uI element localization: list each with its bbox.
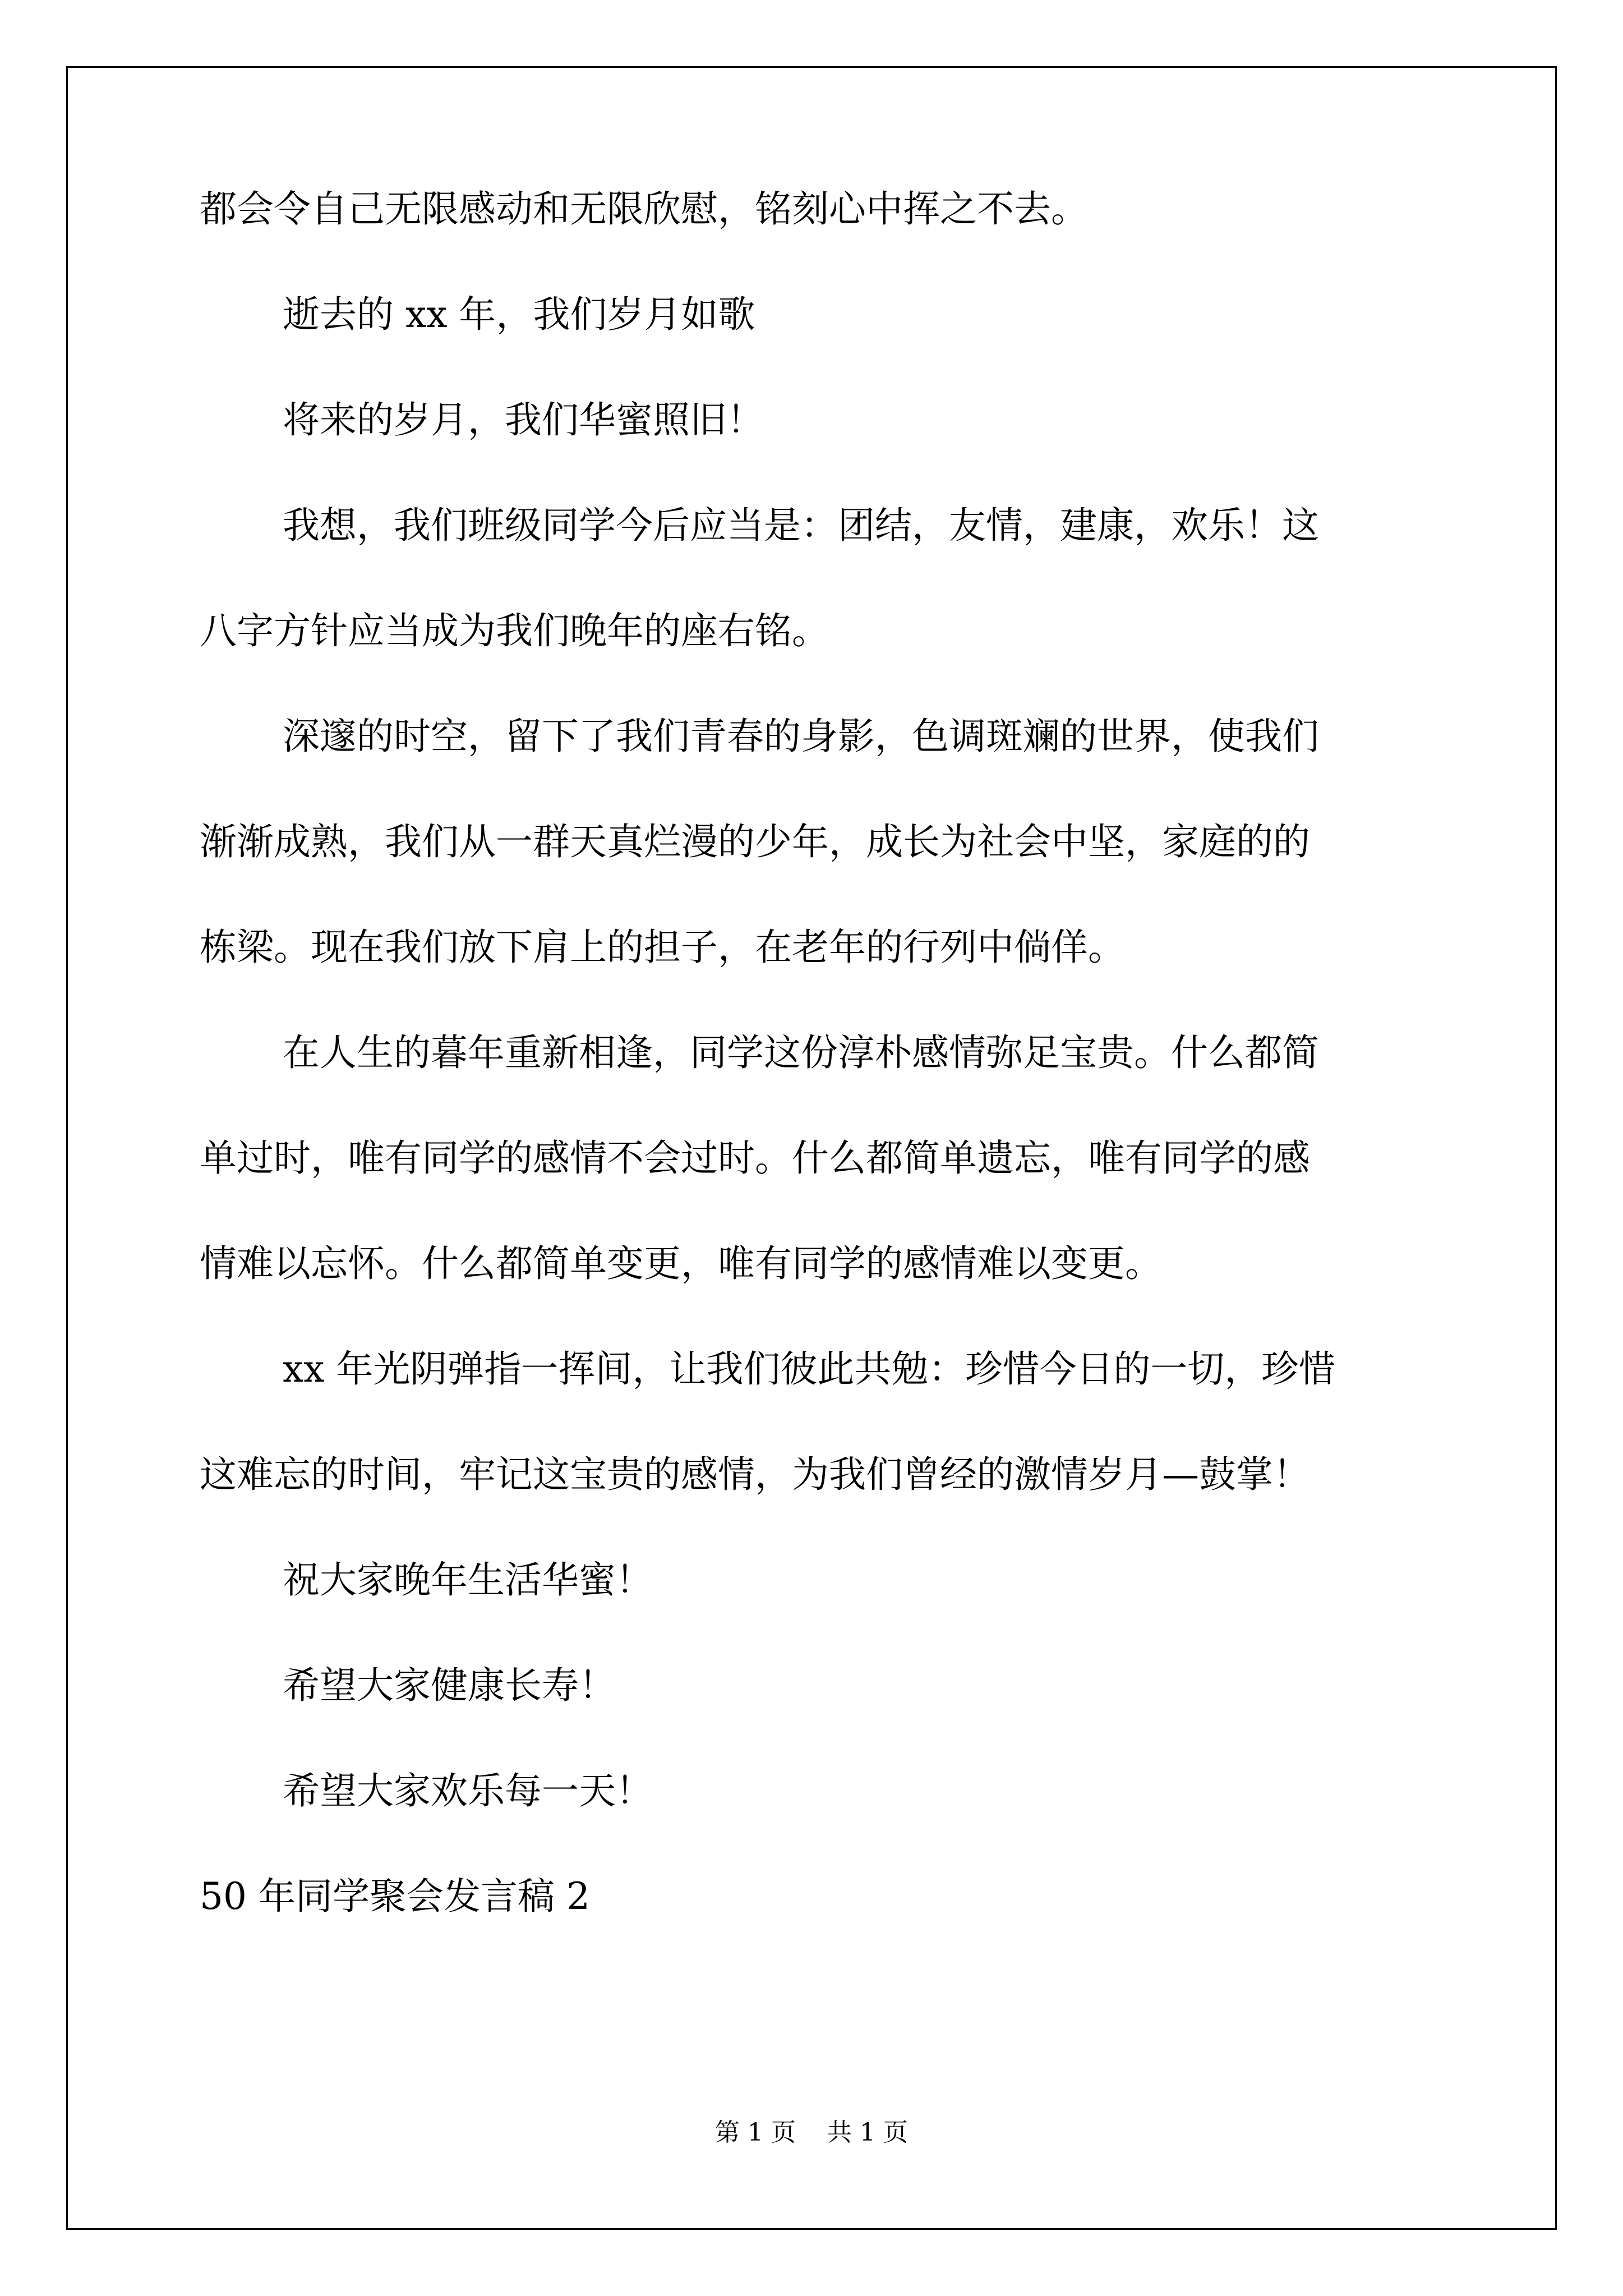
text-line-8: 栋梁。现在我们放下肩上的担子，在老年的行列中倘佯。 [200,926,1125,969]
text-line-16: 希望大家欢乐每一天！ [283,1769,653,1812]
text-line-15: 希望大家健康长寿！ [283,1664,616,1707]
section-heading: 50 年同学聚会发言稿 2 [200,1875,590,1918]
text-line-7: 渐渐成熟，我们从一群天真烂漫的少年，成长为社会中坚，家庭的的 [200,820,1310,863]
text-line-13: 这难忘的时间，牢记这宝贵的感情，为我们曾经的激情岁月—鼓掌！ [200,1453,1310,1496]
text-line-3: 将来的岁月，我们华蜜照旧！ [283,398,764,441]
text-line-10: 单过时，唯有同学的感情不会过时。什么都简单遗忘，唯有同学的感 [200,1137,1310,1180]
text-line-2: 逝去的 xx 年，我们岁月如歌 [283,293,755,336]
text-line-1: 都会令自己无限感动和无限欣慰，铭刻心中挥之不去。 [200,187,1088,231]
text-line-5: 八字方针应当成为我们晚年的座右铭。 [200,609,829,652]
text-line-14: 祝大家晚年生活华蜜！ [283,1558,653,1602]
text-line-9: 在人生的暮年重新相逢，同学这份淳朴感情弥足宝贵。什么都简 [283,1031,1319,1074]
document-body [200,187,1428,1984]
text-line-12: xx 年光阴弹指一挥间，让我们彼此共勉：珍惜今日的一切，珍惜 [283,1347,1336,1391]
page-footer: 第 1 页 共 1 页 [715,2118,908,2147]
text-line-6: 深邃的时空，留下了我们青春的身影，色调斑斓的世界，使我们 [283,715,1319,758]
text-line-11: 情难以忘怀。什么都简单变更，唯有同学的感情难以变更。 [200,1242,1162,1285]
text-line-4: 我想，我们班级同学今后应当是：团结，友情，建康，欢乐！这 [283,504,1319,547]
